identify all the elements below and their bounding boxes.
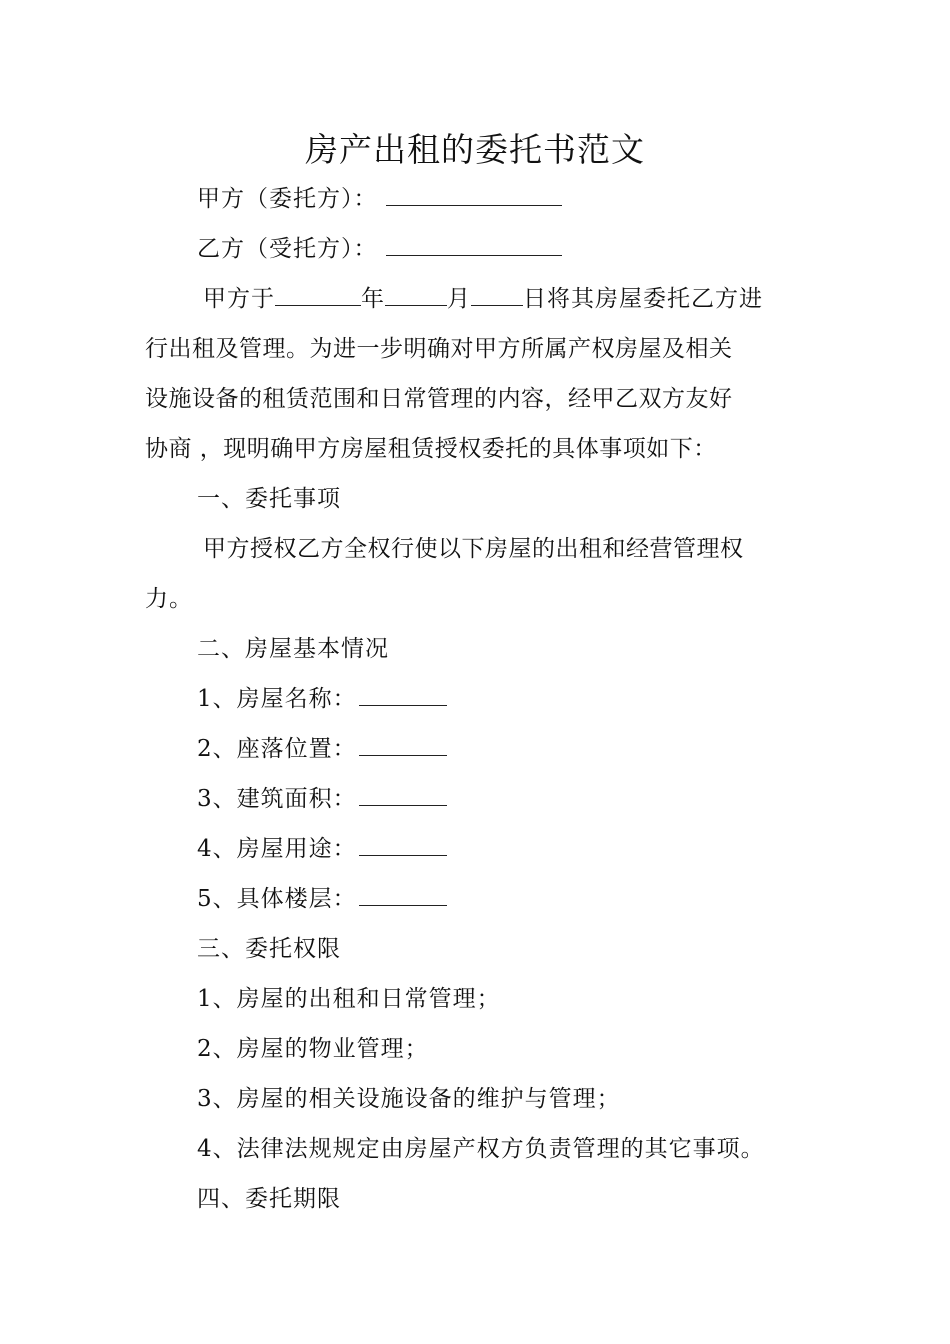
party-a-blank (386, 183, 562, 206)
section4-heading: 四、委托期限 (197, 1186, 341, 1212)
area-blank (359, 783, 447, 806)
floor-blank (359, 883, 447, 906)
floor-label: 5、具体楼层： (197, 886, 357, 912)
section1-heading: 一、委托事项 (197, 486, 341, 512)
location-blank (359, 733, 447, 756)
year-blank (275, 283, 361, 306)
section3-item: 2、房屋的物业管理； (197, 1036, 429, 1062)
intro-line-1 (145, 274, 810, 324)
party-b-line (145, 224, 810, 274)
section3-item: 3、房屋的相关设施设备的维护与管理； (197, 1086, 621, 1112)
section2-item (145, 674, 810, 724)
intro-day-rest: 日将其房屋委托乙方进 (523, 286, 763, 312)
section2-item (145, 824, 810, 874)
house-name-label: 1、房屋名称： (197, 686, 357, 712)
party-b-blank (386, 233, 562, 256)
area-label: 3、建筑面积： (197, 786, 357, 812)
intro-month: 月 (447, 286, 471, 312)
section3-item: 4、法律法规规定由房屋产权方负责管理的其它事项。 (197, 1136, 765, 1162)
section1-text-line-1: 甲方授权乙方全权行使以下房屋的出租和经营管理权 (203, 536, 744, 562)
section1-text-line-2: 力。 (145, 586, 193, 612)
section3-item: 1、房屋的出租和日常管理； (197, 986, 501, 1012)
day-blank (471, 283, 523, 306)
section2-item (145, 724, 810, 774)
party-a-line (145, 174, 810, 224)
intro-line-2: 行出租及管理。为进一步明确对甲方所属产权房屋及相关 (145, 336, 733, 362)
document-body (145, 174, 810, 1224)
intro-part1: 甲方于 (203, 286, 275, 312)
section3-heading: 三、委托权限 (197, 936, 341, 962)
section2-item (145, 874, 810, 924)
intro-year: 年 (361, 286, 385, 312)
party-b-label: 乙方（受托方）： (197, 236, 378, 262)
section2-heading: 二、房屋基本情况 (197, 636, 389, 662)
location-label: 2、座落位置： (197, 736, 357, 762)
document-title: 房产出租的委托书范文 (305, 130, 645, 169)
intro-line-3: 设施设备的租赁范围和日常管理的内容，经甲乙双方友好 (145, 386, 733, 412)
house-name-blank (359, 683, 447, 706)
usage-blank (359, 833, 447, 856)
month-blank (385, 283, 447, 306)
intro-line-4: 协商 ，现明确甲方房屋租赁授权委托的具体事项如下： (145, 436, 717, 462)
usage-label: 4、房屋用途： (197, 836, 357, 862)
section2-item (145, 774, 810, 824)
party-a-label: 甲方（委托方）： (197, 186, 378, 212)
